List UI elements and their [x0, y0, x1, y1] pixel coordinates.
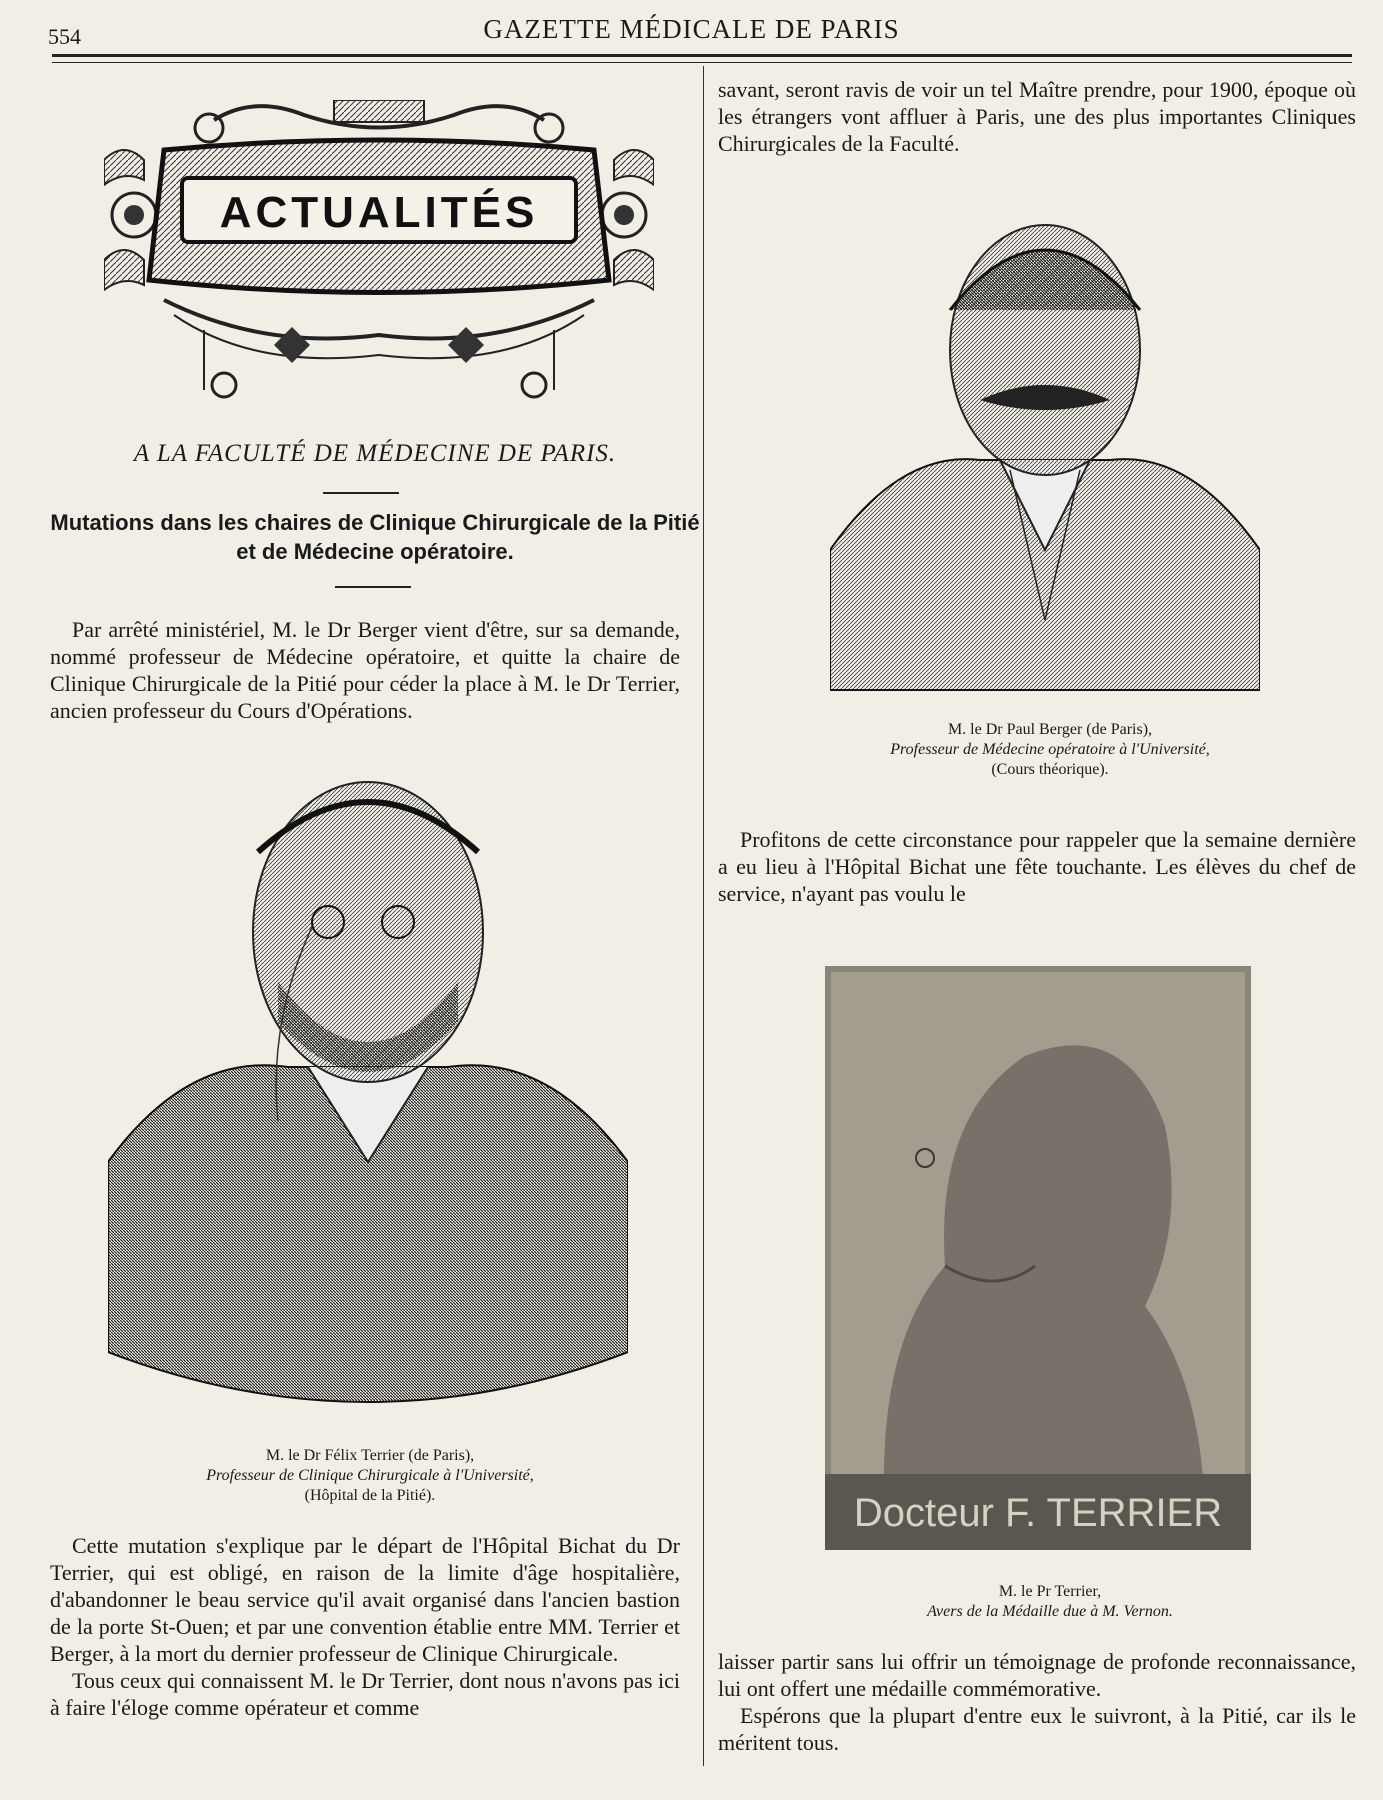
article-title: Mutations dans les chaires de Clinique Chirurgicale de la Pitié et de Médecine opératoire.	[50, 510, 700, 564]
right-column-top	[718, 76, 1356, 157]
terrier-medal	[825, 966, 1251, 1550]
paragraph: Cette mutation s'explique par le départ de l'Hôpital Bichat du Dr Terrier, qui est obligé, en raison de la limite d'âge hospitalière, d'abandonner le beau service qu'il avait organisé dans l'ancien bastion de la porte St-Ouen; et par une convention établie entre MM. Terrier et Berger, à la mort du dernier professeur de Clinique Chirurgicale.	[50, 1533, 680, 1666]
banner-label: ACTUALITÉS	[219, 188, 539, 237]
caption-line: Professeur de Médecine opératoire à l'Université,	[890, 741, 1210, 758]
header-rule	[52, 54, 1352, 57]
paragraph: Tous ceux qui connaissent M. le Dr Terrier, dont nous n'avons pas ici à faire l'éloge comme opérateur et comme	[50, 1668, 680, 1720]
right-column-mid	[718, 826, 1356, 907]
caption-line: M. le Dr Félix Terrier (de Paris),	[265, 1447, 475, 1464]
caption-line: M. le Pr Terrier,	[998, 1583, 1102, 1600]
paragraph: Par arrêté ministériel, M. le Dr Berger vient d'être, sur sa demande, nommé professeur de Médecine opératoire, et quitte la chaire de Clinique Chirurgicale de la Pitié pour céder la place à M. le Dr Terrier, ancien professeur du Cours d'Opérations.	[50, 617, 680, 723]
caption-terrier	[110, 1446, 630, 1506]
short-divider	[323, 492, 399, 494]
short-divider	[335, 586, 411, 588]
terrier-portrait	[108, 762, 628, 1442]
page-number: 554	[48, 24, 81, 49]
caption-line: Professeur de Clinique Chirurgicale à l'Université,	[206, 1467, 534, 1484]
actualites-banner	[104, 100, 654, 400]
header-rule-thin	[52, 62, 1352, 63]
left-column-intro	[50, 616, 680, 724]
caption-line: Avers de la Médaille due à M. Vernon.	[927, 1603, 1173, 1620]
caption-medal	[790, 1582, 1310, 1622]
masthead-title: GAZETTE MÉDICALE DE PARIS	[483, 14, 900, 44]
left-column-body	[50, 1532, 680, 1721]
medal-inscription: Docteur F. TERRIER	[853, 1491, 1223, 1535]
paragraph: laisser partir sans lui offrir un témoignage de profonde reconnaissance, lui ont offert une médaille commémorative.	[718, 1649, 1356, 1701]
caption-line: M. le Dr Paul Berger (de Paris),	[947, 721, 1153, 738]
column-divider	[703, 66, 704, 1766]
section-heading: A LA FACULTÉ DE MÉDECINE DE PARIS.	[133, 440, 617, 467]
caption-line: (Cours théorique).	[991, 761, 1109, 778]
paragraph: savant, seront ravis de voir un tel Maître prendre, pour 1900, époque où les étrangers vont affluer à Paris, une des plus importantes Cliniques Chirurgicales de la Faculté.	[718, 77, 1356, 156]
berger-portrait	[830, 220, 1260, 700]
right-column-bottom	[718, 1648, 1356, 1756]
caption-berger	[790, 720, 1310, 780]
paragraph: Espérons que la plupart d'entre eux le suivront, à la Pitié, car ils le méritent tous.	[718, 1703, 1356, 1755]
caption-line: (Hôpital de la Pitié).	[304, 1487, 436, 1504]
paragraph: Profitons de cette circonstance pour rappeler que la semaine dernière a eu lieu à l'Hôpital Bichat une fête touchante. Les élèves du chef de service, n'ayant pas voulu le	[718, 827, 1356, 906]
